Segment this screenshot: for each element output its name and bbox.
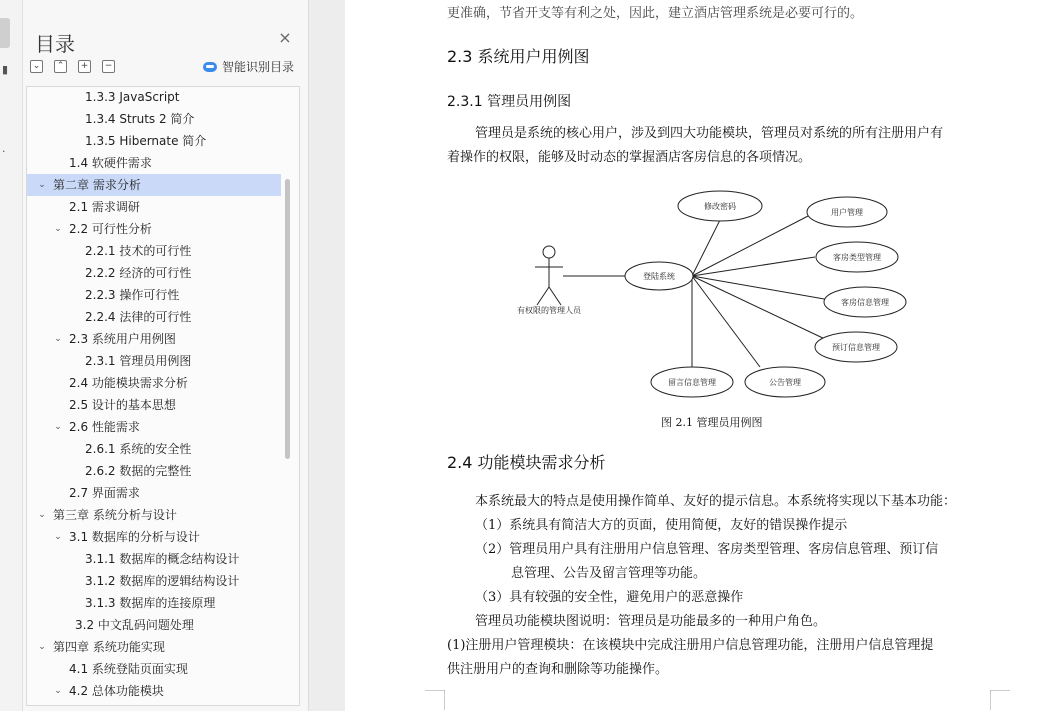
panel-tab-marker[interactable]	[0, 18, 10, 48]
toc-item[interactable]	[27, 504, 281, 526]
toc-item[interactable]	[27, 306, 281, 328]
paragraph-line: 管理员功能模块图说明：管理员是功能最多的一种用户角色。	[475, 614, 827, 629]
toc-title: 目录	[35, 32, 75, 56]
actor-label: 有权限的管理人员	[517, 306, 581, 315]
toc-item[interactable]	[27, 196, 281, 218]
toc-item[interactable]	[27, 152, 281, 174]
usecase-label: 留言信息管理	[668, 378, 716, 387]
center-usecase-label: 登陆系统	[643, 272, 675, 281]
toc-item-label: 4.2 总体功能模块	[69, 684, 164, 698]
expand-up-icon[interactable]: ⌃	[54, 60, 67, 73]
toc-item[interactable]	[27, 284, 281, 306]
partial-top-line: 更准确，节省开支等有利之处，因此，建立酒店管理系统是必要可行的。	[447, 6, 864, 21]
toc-item[interactable]	[27, 570, 281, 592]
list-item-continuation: 息管理、公告及留言管理等功能。	[511, 566, 707, 581]
toc-item-label: 2.2.2 经济的可行性	[85, 266, 192, 280]
smart-toc-label: 智能识别目录	[222, 60, 295, 74]
toc-item-label: 2.5 设计的基本思想	[69, 398, 176, 412]
toc-item[interactable]	[27, 592, 281, 614]
toc-panel	[23, 0, 309, 711]
collapse-all-icon[interactable]: ⌄	[30, 60, 43, 73]
chevron-down-icon[interactable]: ⌄	[54, 334, 62, 344]
toc-item-label: 1.3.5 Hibernate 简介	[85, 134, 207, 148]
toc-item[interactable]	[27, 86, 281, 108]
toc-item-label: 3.1 数据库的分析与设计	[69, 530, 200, 544]
toc-item-label: 2.3 系统用户用例图	[69, 332, 176, 346]
usecase-label: 预订信息管理	[832, 343, 880, 352]
toc-item[interactable]	[27, 482, 281, 504]
toc-item-label: 3.2 中文乱码问题处理	[75, 618, 194, 632]
toc-item-label: 2.2.4 法律的可行性	[85, 310, 192, 324]
list-item: （1）系统具有简洁大方的页面，使用简便，友好的错误操作提示	[475, 518, 848, 533]
toc-item-label: 3.1.3 数据库的连接原理	[85, 596, 216, 610]
figure-caption: 图 2.1 管理员用例图	[661, 416, 763, 429]
page-corner-mark	[425, 690, 445, 710]
toc-item[interactable]	[27, 526, 281, 548]
close-icon[interactable]: ×	[278, 28, 292, 47]
toc-item-label: 4.1 系统登陆页面实现	[69, 662, 188, 676]
cloud-icon	[203, 62, 217, 72]
toc-item-label: 第三章 系统分析与设计	[53, 508, 177, 522]
heading-2-4: 2.4 功能模块需求分析	[447, 453, 606, 472]
usecase-label: 用户管理	[831, 208, 863, 217]
toc-item[interactable]	[27, 416, 281, 438]
toc-item[interactable]	[27, 372, 281, 394]
toc-scrollbar[interactable]	[285, 179, 290, 459]
toc-item[interactable]	[27, 218, 281, 240]
remove-heading-icon[interactable]: −	[102, 60, 115, 73]
toc-item[interactable]	[27, 130, 281, 152]
toc-item[interactable]	[27, 614, 281, 636]
actor-figure	[535, 246, 563, 305]
chevron-down-icon[interactable]: ⌄	[54, 686, 62, 696]
toc-item[interactable]	[27, 328, 281, 350]
usecase-label: 修改密码	[704, 202, 736, 211]
document-page	[345, 0, 1057, 711]
toc-item-label: 1.3.3 JavaScript	[85, 90, 180, 104]
toc-item-label: 2.2 可行性分析	[69, 222, 152, 236]
paragraph-line: 供注册用户的查询和删除等功能操作。	[447, 662, 669, 677]
toc-item[interactable]	[27, 174, 281, 196]
toc-item-label: 1.4 软硬件需求	[69, 156, 152, 170]
chevron-down-icon[interactable]: ⌄	[54, 224, 62, 234]
smart-toc-button[interactable]	[203, 58, 294, 75]
toc-item[interactable]	[27, 240, 281, 262]
toc-item-label: 2.7 界面需求	[69, 486, 140, 500]
toc-item[interactable]	[27, 262, 281, 284]
paragraph-line: 本系统最大的特点是使用操作简单、友好的提示信息。本系统将实现以下基本功能：	[475, 494, 957, 509]
usecase-label: 公告管理	[769, 378, 801, 387]
toc-item[interactable]	[27, 108, 281, 130]
nav-glyph-icon-2[interactable]: ·	[2, 145, 6, 158]
usecase-label: 客房信息管理	[841, 298, 889, 307]
toc-item-label: 2.6.2 数据的完整性	[85, 464, 192, 478]
toc-item[interactable]	[27, 636, 281, 658]
toc-item-label: 2.3.1 管理员用例图	[85, 354, 192, 368]
toc-item-label: 第四章 系统功能实现	[53, 640, 165, 654]
heading-2-3: 2.3 系统用户用例图	[447, 47, 590, 66]
toc-list	[26, 86, 300, 706]
left-tool-strip	[0, 0, 23, 711]
paragraph-line: 着操作的权限，能够及时动态的掌握酒店客房信息的各项情况。	[447, 150, 812, 165]
toc-item[interactable]	[27, 394, 281, 416]
chevron-down-icon[interactable]: ⌄	[38, 642, 46, 652]
list-item: （2）管理员用户具有注册用户信息管理、客房类型管理、客房信息管理、预订信	[475, 542, 939, 557]
toc-item[interactable]	[27, 658, 281, 680]
heading-2-3-1: 2.3.1 管理员用例图	[447, 94, 572, 110]
nav-glyph-icon[interactable]: ▮	[2, 63, 9, 76]
toc-item[interactable]	[27, 460, 281, 482]
paragraph-line: 管理员是系统的核心用户，涉及到四大功能模块，管理员对系统的所有注册用户有	[475, 126, 944, 141]
add-heading-icon[interactable]: +	[78, 60, 91, 73]
toc-item[interactable]	[27, 680, 281, 702]
toc-item[interactable]	[27, 350, 281, 372]
chevron-down-icon[interactable]: ⌄	[38, 510, 46, 520]
usecase-label: 客房类型管理	[833, 253, 881, 262]
toc-item-label: 2.2.1 技术的可行性	[85, 244, 192, 258]
toc-item[interactable]	[27, 548, 281, 570]
toc-item-label: 2.4 功能模块需求分析	[69, 376, 188, 390]
toc-item-label: 2.2.3 操作可行性	[85, 288, 180, 302]
chevron-down-icon[interactable]: ⌄	[54, 422, 62, 432]
use-case-diagram	[515, 185, 915, 410]
toc-item-label: 2.6.1 系统的安全性	[85, 442, 192, 456]
list-item: （3）具有较强的安全性，避免用户的恶意操作	[475, 590, 744, 605]
paragraph-line: (1)注册用户管理模块：在该模块中完成注册用户信息管理功能，注册用户信息管理提	[447, 638, 934, 653]
chevron-down-icon[interactable]: ⌄	[38, 180, 46, 190]
page-corner-mark-right	[990, 690, 1010, 710]
toc-item-label: 2.1 需求调研	[69, 200, 140, 214]
toc-item-label: 第二章 需求分析	[53, 178, 141, 192]
toc-item[interactable]	[27, 438, 281, 460]
toc-item-label: 3.1.1 数据库的概念结构设计	[85, 552, 240, 566]
toc-item-label: 3.1.2 数据库的逻辑结构设计	[85, 574, 240, 588]
toc-item-label: 2.6 性能需求	[69, 420, 140, 434]
toc-item-label: 1.3.4 Struts 2 简介	[85, 112, 195, 126]
chevron-down-icon[interactable]: ⌄	[54, 532, 62, 542]
